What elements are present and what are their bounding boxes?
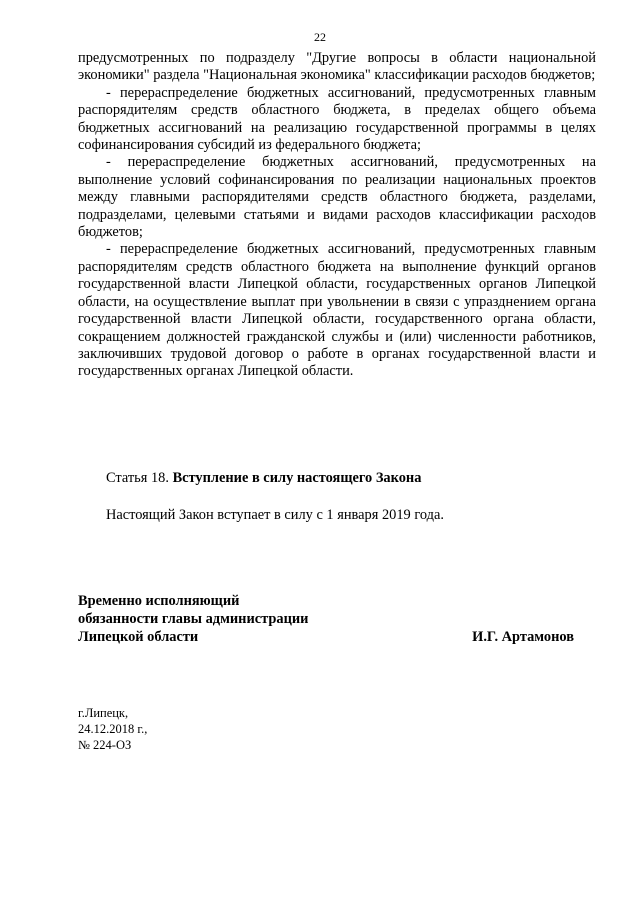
signature-position-line-3: Липецкой области bbox=[78, 629, 199, 645]
paragraph-redistribution-2: - перераспределение бюджетных ассигнований, предусмотренных на выполнение условий софинансирования по реализации национальных проектов между главными распорядителями средств областного бюджета, разделами, подразделами, целевыми статьями и видами расходов классификации расходов бюджетов; bbox=[78, 154, 596, 241]
signature-position-line-1: Временно исполняющий bbox=[78, 593, 240, 609]
footer-date: 24.12.2018 г., bbox=[78, 722, 148, 736]
document-footer bbox=[78, 705, 147, 753]
signature-block bbox=[78, 592, 574, 646]
article-number: Статья 18. bbox=[106, 470, 169, 486]
document-body bbox=[78, 50, 596, 381]
paragraph-redistribution-1: - перераспределение бюджетных ассигнований, предусмотренных главным распорядителям средств областного бюджета, в пределах общего объема бюджетных ассигнований на реализацию государственной программы в целях софинансирования субсидий из федерального бюджета; bbox=[78, 84, 596, 154]
footer-law-number: № 224-ОЗ bbox=[78, 738, 132, 752]
signature-position-line-2: обязанности главы администрации bbox=[78, 611, 309, 627]
footer-city: г.Липецк, bbox=[78, 706, 129, 720]
paragraph-continuation: предусмотренных по подразделу "Другие вопросы в области национальной экономики" раздела "Национальная экономика" классификации расходов бюджетов; bbox=[78, 50, 596, 84]
paragraph-redistribution-3: - перераспределение бюджетных ассигнований, предусмотренных главным распорядителям средств областного бюджета на выполнение функций органов государственной власти Липецкой области, государственных органов Липецкой области, на осуществление выплат при увольнении в связи с упразднением органа государственной власти Липецкой области, государственного органа области, сокращением должностей гражданской службы и (или) численности работников, заключивших трудовой договор о работе в органах государственной власти и государственных органах Липецкой области. bbox=[78, 241, 596, 380]
signatory-name: И.Г. Артамонов bbox=[472, 629, 574, 645]
article-text: Настоящий Закон вступает в силу с 1 января 2019 года. bbox=[106, 507, 444, 523]
page-number: 22 bbox=[314, 30, 326, 44]
article-title: Вступление в силу настоящего Закона bbox=[172, 470, 422, 486]
article-heading bbox=[106, 470, 421, 487]
